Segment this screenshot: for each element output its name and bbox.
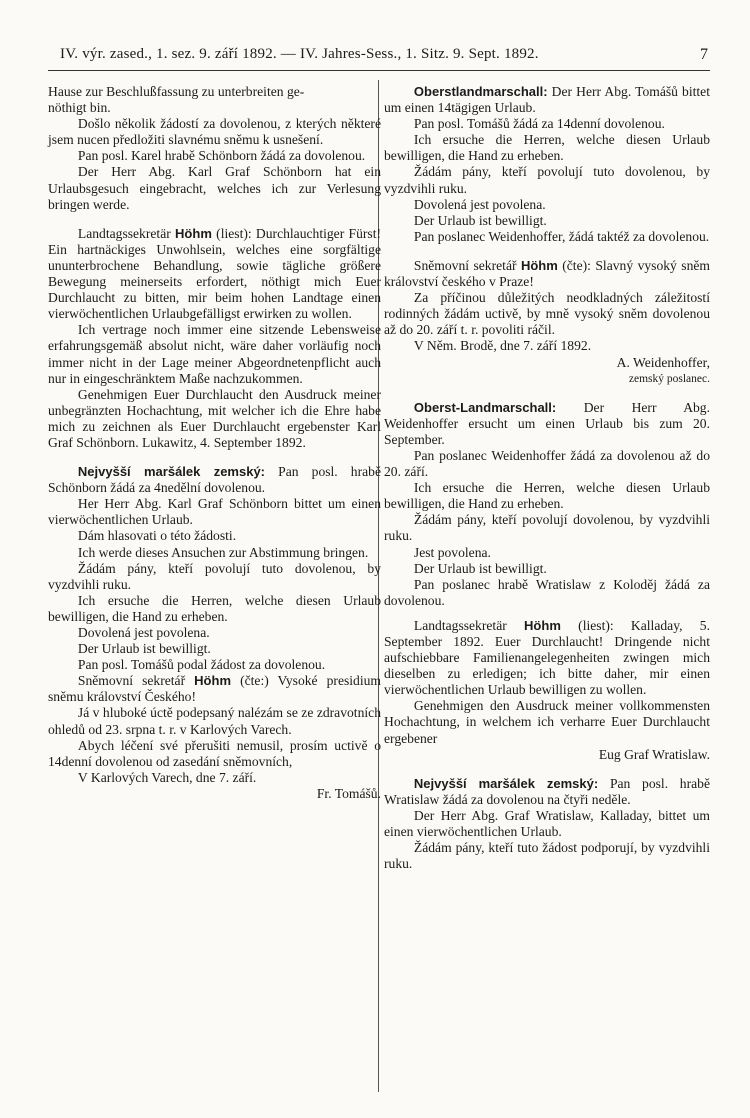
speech (48, 673, 381, 705)
page-header (48, 44, 710, 68)
paragraph: Ich vertrage noch immer eine sitzende Lebensweise erfahrungsgemäß absolut nicht, wäre daher vorläufig noch immer nicht in der Lage meiner Abgeordnetenpflicht auch nur in eingeschränktem Maße nachzukommen. (48, 322, 381, 386)
paragraph: Žádám pány, kteří povolují tuto dovolenou, by vyzdvihli ruku. (384, 164, 710, 196)
left-column (48, 84, 381, 802)
text-line: Hause zur Beschlußfassung zu unterbreiten ge- (48, 84, 305, 99)
paragraph: Došlo několik žádostí za dovolenou, z kterých některé jsem nucen předložiti slavnému sněmu k usnešení. (48, 116, 381, 148)
speech-text: (čte): Slavný vysoký sněm království českého v Praze! (384, 257, 710, 290)
speech-text: (liest): Kalladay, 5. September 1892. Euer Durchlaucht! Dringende nicht aufschiebbare Familienangelegenheiten zwingen mich dieselben zu erledigen; ich bitte daher, mir einen vierwöchentlichen Urlaub bewilligen zu wollen. (384, 617, 710, 698)
paragraph: Za příčinou důležitých neodkladných záležitostí rodinných žádám uctivě, by mně vysoký sněm dovolenou až do 20. září t. r. povoliti ráčil. (384, 290, 710, 338)
paragraph: Pan poslanec hrabě Wratislaw z Koloděj žádá za dovolenou. (384, 576, 710, 608)
text-line: nöthigt bin. (48, 100, 111, 116)
paragraph: Dám hlasovati o této žádosti. (77, 528, 237, 544)
speech-text: Der Herr Abg. Weidenhoffer ersucht um einen Urlaub bis zum 20. September. (384, 399, 711, 447)
speaker-name: Nejvyšší maršálek zemský: (77, 464, 266, 480)
right-column (384, 84, 710, 872)
paragraph: Pan poslanec Weidenhoffer žádá za dovolenou až do 20. září. (384, 447, 710, 480)
paragraph: Ich werde dieses Ansuchen zur Abstimmung bringen. (77, 544, 369, 560)
speaker-prefix: Landtagssekretär (413, 617, 507, 633)
paragraph: Pan poslanec Weidenhoffer, žádá taktéž za dovolenou. (413, 228, 710, 244)
speaker-prefix: Landtagssekretär (77, 225, 171, 241)
speaker-prefix: Sněmovní sekretář (413, 257, 517, 273)
speaker-name: Oberst-Landmarschall: (413, 399, 557, 415)
paragraph: Pan posl. Karel hrabě Schönborn žádá za dovolenou. (77, 148, 366, 164)
paragraph: Žádám pány, kteří povolují tuto dovolenou, by vyzdvihli ruku. (48, 560, 381, 592)
signature-title: zemský poslanec. (628, 372, 710, 385)
paragraph: Dovolená jest povolena. (413, 196, 546, 212)
paragraph: Der Urlaub ist bewilligt. (77, 641, 211, 657)
speech (48, 464, 381, 496)
speaker-name: Höhm (194, 673, 232, 689)
paragraph: Žádám pány, kteří povolují dovolenou, by vyzdvihli ruku. (384, 512, 710, 544)
paragraph: V Něm. Brodě, dne 7. září 1892. (413, 338, 592, 354)
speech (384, 84, 710, 116)
header-text: IV. výr. zased., 1. sez. 9. září 1892. — IV. Jahres-Sess., 1. Sitz. 9. Sept. 1892. (60, 46, 539, 62)
paragraph: Der Herr Abg. Graf Wratislaw, Kalladay, bittet um einen vierwöchentlichen Urlaub. (384, 807, 710, 840)
paragraph: Ich ersuche die Herren, welche diesen Urlaub bewilligen, die Hand zu erheben. (384, 480, 710, 512)
speech-text: Pan posl. hrabě Schönborn žádá za 4nedělní dovolenou. (48, 464, 381, 496)
paragraph: Pan posl. Tomášů žádá za 14denní dovolenou. (413, 116, 665, 132)
paragraph: Dovolená jest povolena. (77, 625, 210, 640)
paragraph: Pan posl. Tomášů podal žádost za dovolenou. (77, 657, 326, 673)
speech-text: (čte:) Vysoké presidium sněmu království Českého! (48, 673, 381, 705)
speech-text: Pan posl. hrabě Wratislaw žádá za dovolenou na čtyři neděle. (384, 775, 710, 807)
paragraph: Já v hluboké úctě podepsaný nalézám se ze zdravotních ohledů od 23. srpna t. r. v Karlových Varech. (48, 705, 381, 737)
page-number: 7 (700, 46, 708, 63)
paragraph: Genehmigen Euer Durchlaucht den Ausdruck meiner unbegränzten Hochachtung, mit welcher ich die Ehre habe mich zu zeichnen als Euer Durchlaucht ergebenster Karl Graf Schönborn. Lukawitz, 4. September 1892. (48, 386, 381, 450)
speaker-prefix: Sněmovní sekretář (77, 673, 186, 689)
speech (48, 226, 381, 323)
paragraph: Her Herr Abg. Karl Graf Schönborn bittet um einen vierwöchentlichen Urlaub. (48, 496, 381, 528)
signature: Fr. Tomášů. (316, 785, 381, 801)
speech (384, 258, 710, 290)
header-rule (48, 70, 710, 71)
speech (384, 776, 710, 808)
paragraph: Der Urlaub ist bewilligt. (413, 212, 547, 228)
speaker-name: Nejvyšší maršálek zemský: (413, 775, 599, 791)
paragraph: Žádám pány, kteří tuto žádost podporují, by vyzdvihli ruku. (384, 840, 710, 872)
paragraph: Ich ersuche die Herren, welche diesen Urlaub bewilligen, die Hand zu erheben. (384, 132, 710, 164)
speaker-name: Oberstlandmarschall: (413, 84, 548, 99)
paragraph: Der Urlaub ist bewilligt. (413, 560, 547, 576)
signature: Eug Graf Wratislaw. (598, 746, 710, 762)
paragraph: V Karlových Varech, dne 7. září. (77, 769, 257, 785)
speech-text: (liest): Durchlauchtiger Fürst! Ein hartnäckiges Unwohlsein, welches eine sorgfältige ununterbrochene Behandlung, sowie tägliche größere Bewegung meinerseits erfordert, nöthigt mich Euer Durchlaucht zu bitten, mir beim hohen Landtage einen vierwöchentlichen Urlaubgefälligst erwirken zu wollen. (48, 225, 381, 322)
speaker-name: Höhm (175, 225, 212, 241)
speaker-name: Höhm (520, 257, 558, 273)
speaker-name: Höhm (524, 617, 561, 633)
paragraph: Abych léčení své přerušiti nemusil, prosím uctivě o 14denní dovolenou od zasedání sněmovních, (48, 737, 381, 769)
signature: A. Weidenhoffer, (616, 354, 710, 370)
speech (384, 400, 710, 448)
paragraph: Ich ersuche die Herren, welche diesen Urlaub bewilligen, die Hand zu erheben. (48, 592, 381, 624)
speech-text: Der Herr Abg. Tomášů bittet um einen 14tägigen Urlaub. (384, 84, 710, 116)
paragraph: Genehmigen den Ausdruck meiner vollkommensten Hochachtung, in welchem ich verharre Euer Durchlaucht ergebener (384, 698, 710, 746)
paragraph: Jest povolena. (413, 544, 491, 560)
speech (384, 618, 710, 698)
paragraph: Der Herr Abg. Karl Graf Schönborn hat ein Urlaubsgesuch eingebracht, welches ich zur Verlesung bringen werde. (48, 164, 381, 212)
